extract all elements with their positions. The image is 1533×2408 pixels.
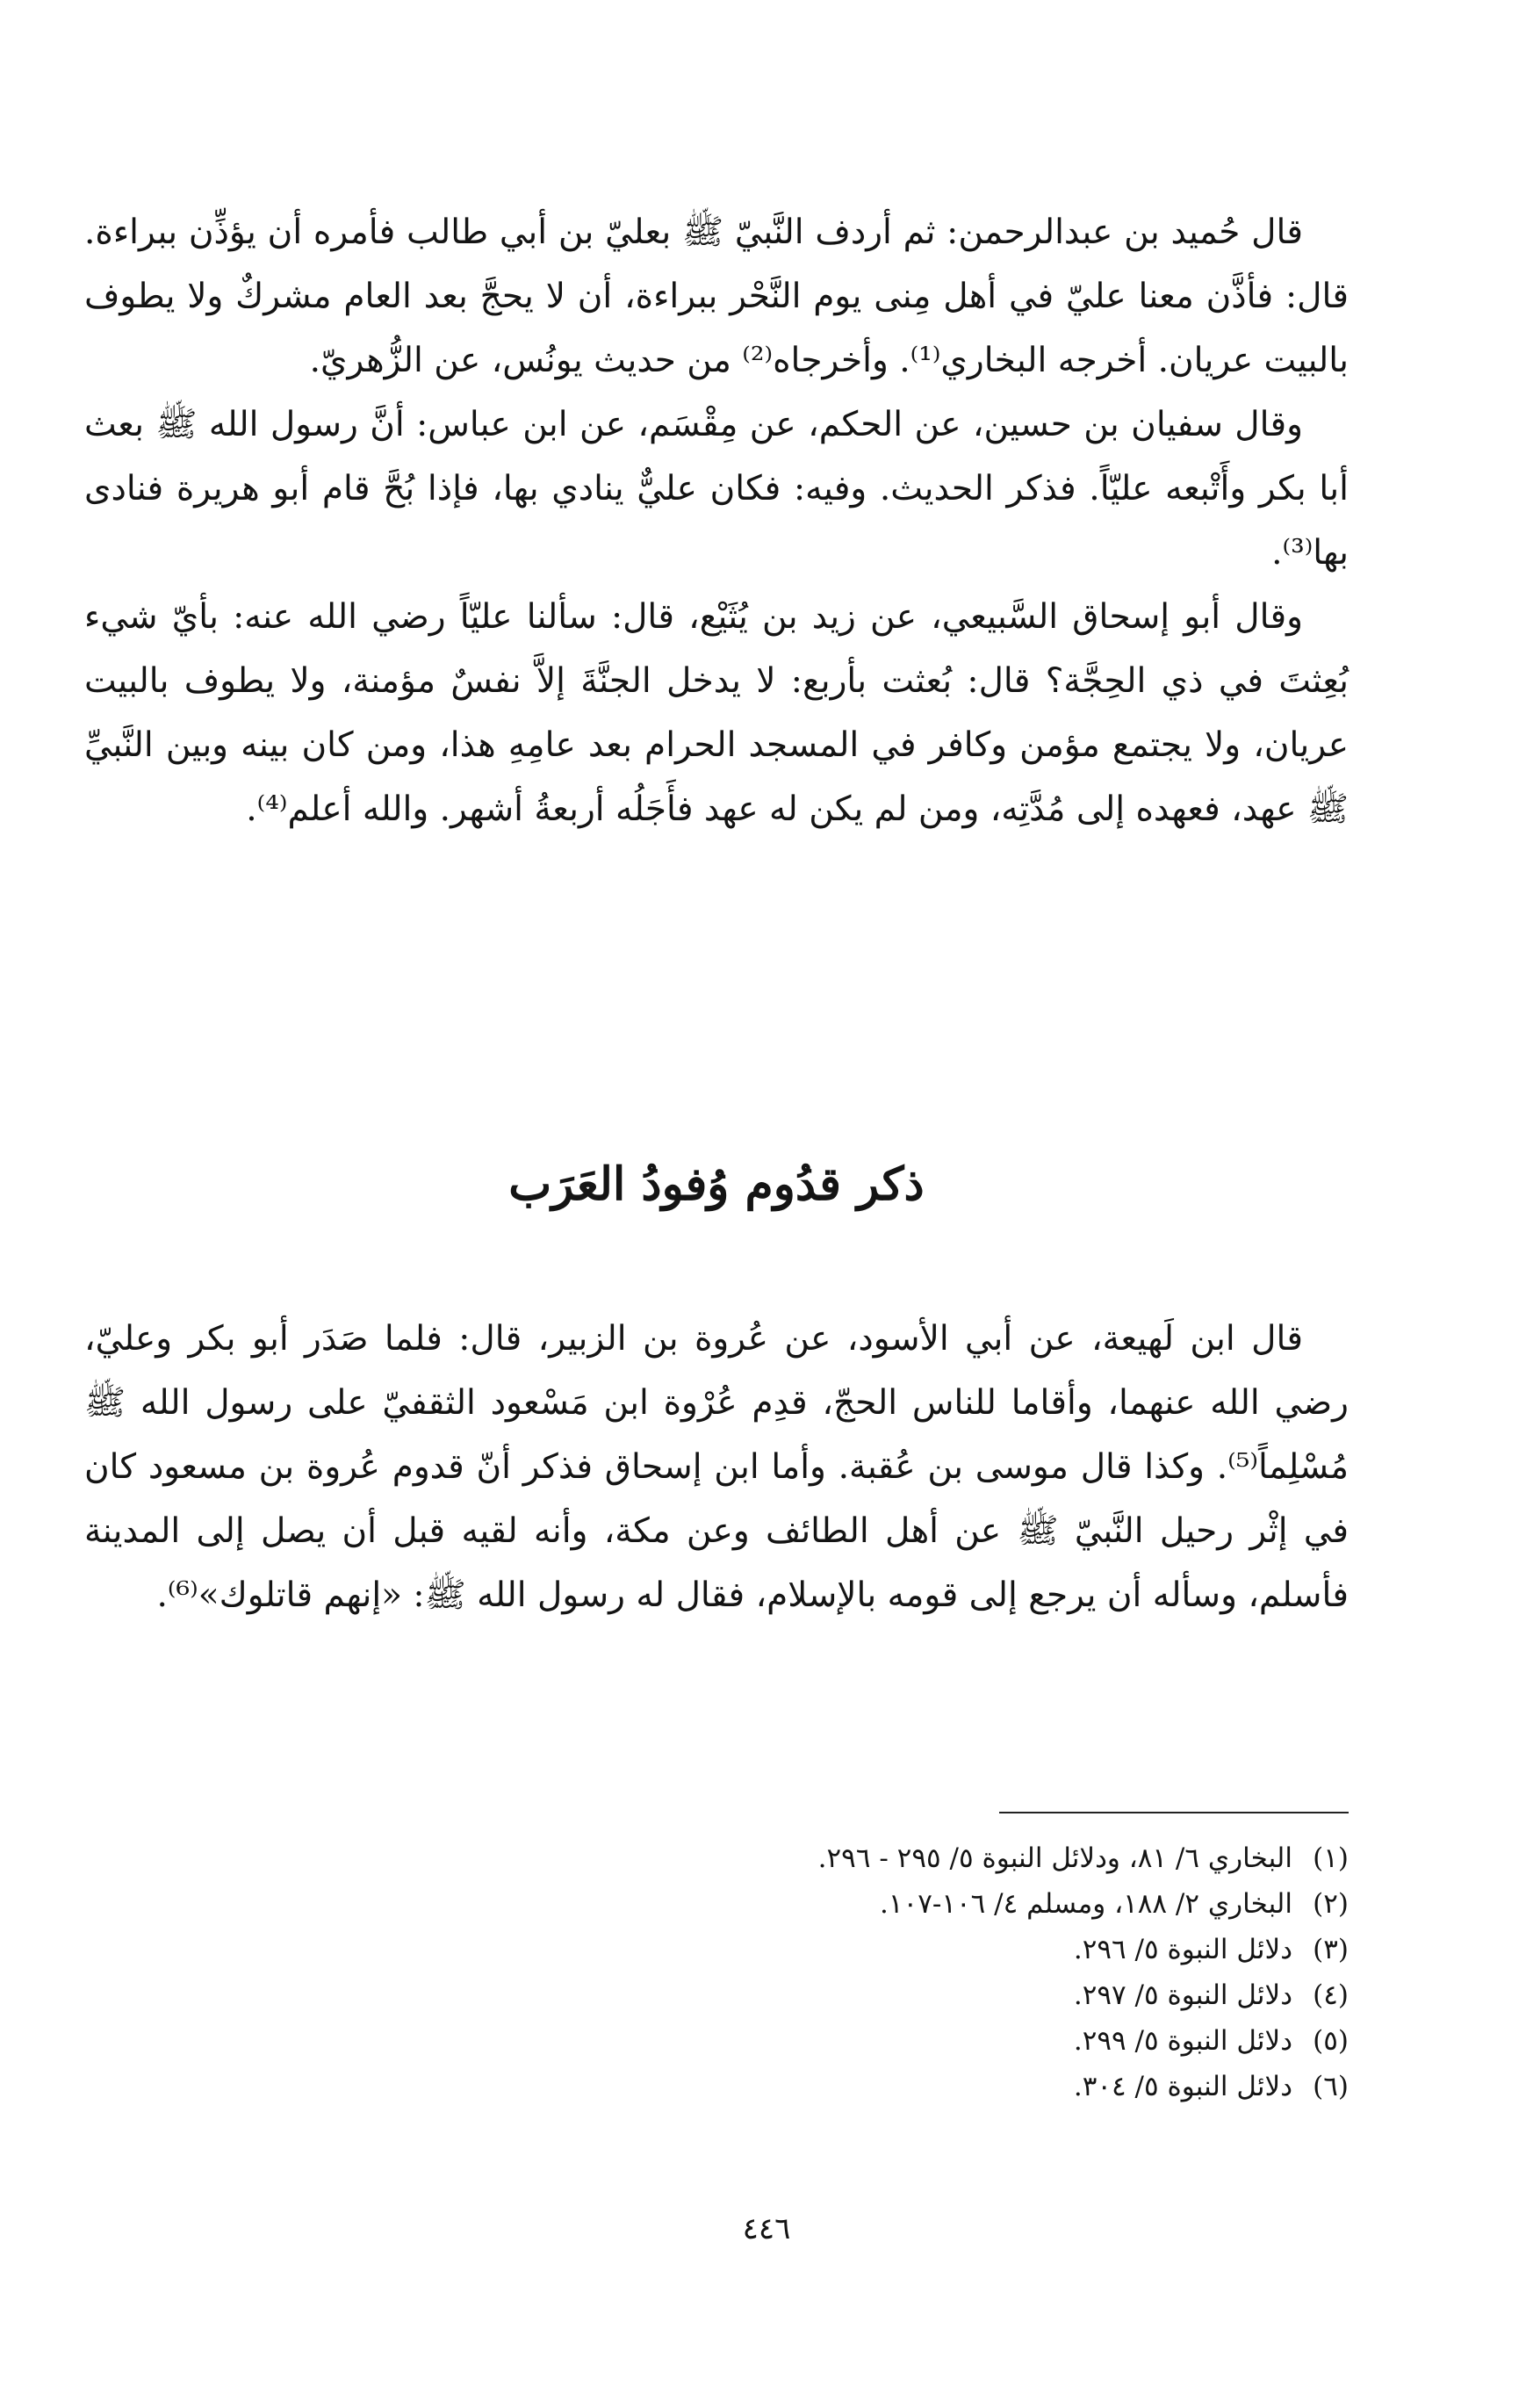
footnote [84, 1972, 1349, 2018]
page-number: ٤٤٦ [742, 2211, 791, 2246]
paragraph: قال حُميد بن عبدالرحمن: ثم أردف النَّبيّ ﷺ بعليّ بن أبي طالب فأمره أن يؤذِّن ببراءة. قال: فأذَّن معنا عليّ في أهل مِنى يوم النَّحْر ببراءة، أن لا يحجَّ بعد العام مشركٌ ولا يطوف بالبيت عريان. أخرجه البخاري⁽¹⁾. وأخرجاه⁽²⁾ من حديث يونُس، عن الزُّهريّ. [84, 213, 1349, 380]
footnote-text: دلائل النبوة ٥/ ٢٩٧. [1073, 1979, 1292, 2011]
footnote-number: (٣) [1313, 1934, 1349, 1965]
footnote-number: (٤) [1313, 1979, 1349, 2011]
footnote-number: (٥) [1313, 2025, 1349, 2057]
paragraph: وقال أبو إسحاق السَّبيعي، عن زيد بن يُثَيْع، قال: سألنا عليّاً رضي الله عنه: بأيّ شيء بُعِثتَ في ذي الحِجَّة؟ قال: بُعثت بأربع: لا يدخل الجنَّةَ إلاَّ نفسٌ مؤمنة، ولا يطوف بالبيت عريان، ولا يجتمع مؤمن وكافر في المسجد الحرام بعد عامِهِ هذا، ومن كان بينه وبين النَّبيِّ ﷺ عهد، فعهده إلى مُدَّتِه، ومن لم يكن له عهد فأَجَلُه أربعةُ أشهر. والله أعلم⁽⁴⁾. [84, 597, 1349, 829]
footnote-text: دلائل النبوة ٥/ ٢٩٩. [1073, 2025, 1292, 2057]
footnotes-list [84, 1835, 1349, 2109]
footnote-number: (١) [1313, 1842, 1349, 1874]
main-text-top [84, 200, 1349, 841]
section-heading: ذكر قدُوم وُفودُ العَرَب [508, 1157, 925, 1211]
footnote [84, 1927, 1349, 1972]
footnote-text: البخاري ٦/ ٨١، ودلائل النبوة ٥/ ٢٩٥ - ٢٩٦. [817, 1842, 1292, 1874]
footnote-divider [999, 1812, 1349, 1813]
footnote [84, 2018, 1349, 2064]
footnote-text: دلائل النبوة ٥/ ٣٠٤. [1073, 2071, 1292, 2102]
footnote-number: (٦) [1313, 2071, 1349, 2102]
footnote [84, 1881, 1349, 1927]
main-text-bottom [84, 1307, 1349, 1627]
paragraph: وقال سفيان بن حسين، عن الحكم، عن مِقْسَم، عن ابن عباس: أنَّ رسول الله ﷺ بعث أبا بكر وأَتْبعه عليّاً. فذكر الحديث. وفيه: فكان عليٌّ ينادي بها، فإذا بُحَّ قام أبو هريرة فنادى بها⁽³⁾. [84, 405, 1349, 573]
footnote-number: (٢) [1313, 1888, 1349, 1920]
footnote-text: البخاري ٢/ ١٨٨، ومسلم ٤/ ١٠٦-١٠٧. [880, 1888, 1292, 1920]
footnote-text: دلائل النبوة ٥/ ٢٩٦. [1073, 1934, 1292, 1965]
footnote [84, 1835, 1349, 1881]
footnote [84, 2064, 1349, 2109]
paragraph: قال ابن لَهيعة، عن أبي الأسود، عن عُروة بن الزبير، قال: فلما صَدَر أبو بكر وعليّ، رضي الله عنهما، وأقاما للناس الحجّ، قدِم عُرْوة ابن مَسْعود الثقفيّ على رسول الله ﷺ مُسْلِماً⁽⁵⁾. وكذا قال موسى بن عُقبة. وأما ابن إسحاق فذكر أنّ قدوم عُروة بن مسعود كان في إثْر رحيل النَّبيّ ﷺ عن أهل الطائف وعن مكة، وأنه لقيه قبل أن يصل إلى المدينة فأسلم، وسأله أن يرجع إلى قومه بالإسلام، فقال له رسول الله ﷺ: «إنهم قاتلوك»⁽⁶⁾. [84, 1319, 1349, 1615]
